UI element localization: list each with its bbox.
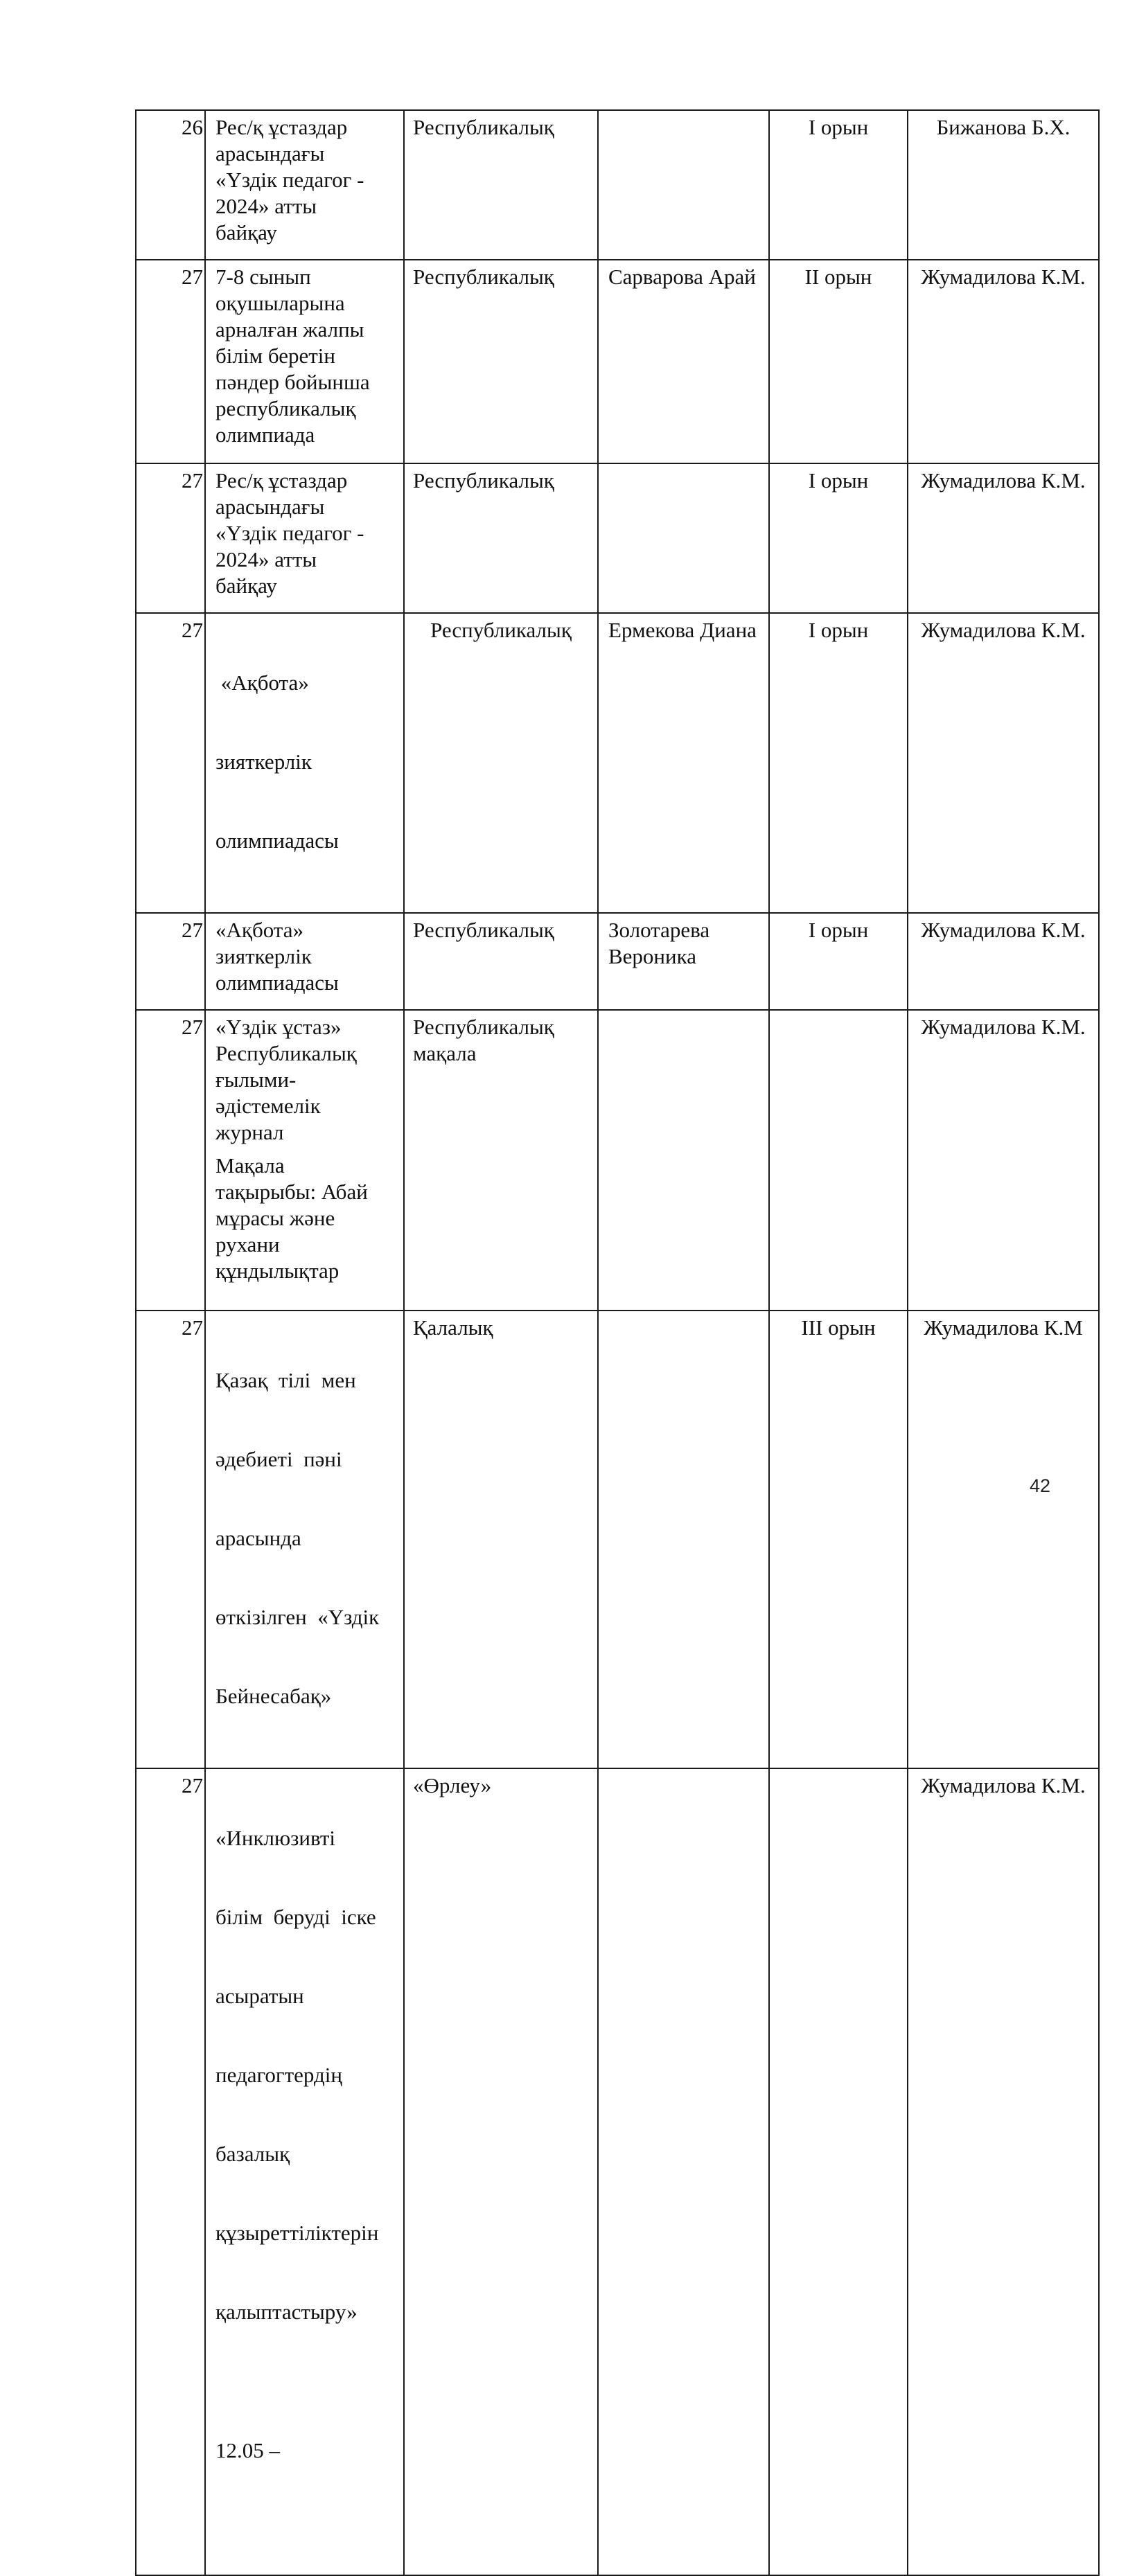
- event-line: Мақала: [215, 1153, 285, 1178]
- place-cell: ІІ орын: [769, 260, 908, 463]
- event-line: арасындағы: [215, 495, 325, 519]
- teacher-cell: Жумадилова К.М.: [908, 1768, 1099, 2575]
- event-line: өткізілген «Үздік: [215, 1605, 380, 1629]
- place-cell: І орын: [769, 463, 908, 613]
- row-number: 27: [136, 1311, 205, 1768]
- level-cell: Республикалық мақала: [404, 1010, 598, 1311]
- table-row: [136, 1768, 1099, 2575]
- student-cell: [598, 110, 769, 260]
- table-row: [136, 463, 1099, 613]
- event-line: асыратын: [215, 1984, 304, 2008]
- event-cell: [205, 463, 404, 613]
- event-line: білім беретін: [215, 344, 335, 368]
- teacher-cell: Жумадилова К.М: [908, 1311, 1099, 1768]
- table-row: [136, 260, 1099, 463]
- level-cell: Қалалық: [404, 1311, 598, 1768]
- event-line: зияткерлік: [215, 944, 312, 968]
- level-cell: Республикалық: [404, 463, 598, 613]
- event-line: білім беруді іске: [215, 1905, 376, 1929]
- event-line: құндылықтар: [215, 1259, 340, 1283]
- row-number: 27: [136, 463, 205, 613]
- student-cell: [598, 1768, 769, 2575]
- level-cell: Республикалық: [404, 913, 598, 1010]
- student-cell: Золотарева Вероника: [598, 913, 769, 1010]
- table-row: [136, 613, 1099, 913]
- teacher-cell: Жумадилова К.М.: [908, 613, 1099, 913]
- event-line: байқау: [215, 220, 277, 245]
- teacher-cell: Жумадилова К.М.: [908, 260, 1099, 463]
- student-cell: [598, 463, 769, 613]
- event-line: рухани: [215, 1232, 280, 1256]
- event-line: Рес/қ ұстаздар: [215, 115, 348, 139]
- event-line: журнал: [215, 1120, 284, 1144]
- table-row: [136, 1010, 1099, 1311]
- level-cell: Республикалық: [404, 110, 598, 260]
- event-line: әдістемелік: [215, 1094, 321, 1118]
- event-line: арасындағы: [215, 141, 325, 166]
- place-cell: [769, 1010, 908, 1311]
- event-line: «Үздік педагог -: [215, 168, 364, 192]
- teacher-cell: Жумадилова К.М.: [908, 913, 1099, 1010]
- table-row: [136, 1311, 1099, 1768]
- event-line: зияткерлік: [215, 749, 312, 774]
- level-cell: Республикалық: [404, 613, 598, 913]
- row-number: 27: [136, 613, 205, 913]
- event-line: байқау: [215, 574, 277, 598]
- event-line: 7-8 сынып: [215, 265, 311, 289]
- event-line: олимпиадасы: [215, 828, 339, 853]
- student-cell: [598, 1010, 769, 1311]
- event-line: Рес/қ ұстаздар: [215, 468, 348, 492]
- student-cell: Сарварова Арай: [598, 260, 769, 463]
- place-cell: [769, 1768, 908, 2575]
- event-subparagraph: [215, 2385, 395, 2516]
- event-line: пәндер бойынша: [215, 370, 370, 394]
- event-line: «Ақбота»: [215, 918, 303, 942]
- student-cell: Ермекова Диана: [598, 613, 769, 913]
- event-cell: [205, 1768, 404, 2575]
- level-cell: Республикалық: [404, 260, 598, 463]
- event-line: арналған жалпы: [215, 317, 364, 341]
- event-line: ғылыми-: [215, 1067, 297, 1092]
- event-cell: [205, 913, 404, 1010]
- event-line: Қазақ тілі мен: [215, 1368, 356, 1392]
- event-cell: [205, 1010, 404, 1311]
- row-number: 27: [136, 913, 205, 1010]
- table-row: [136, 913, 1099, 1010]
- table-row: [136, 110, 1099, 260]
- place-cell: І орын: [769, 913, 908, 1010]
- event-line: 12.05 –: [215, 2438, 280, 2462]
- event-line: олимпиадасы: [215, 970, 339, 995]
- event-line: олимпиада: [215, 423, 315, 447]
- event-line: Бейнесабақ»: [215, 1684, 332, 1708]
- event-cell: [205, 110, 404, 260]
- event-line: әдебиеті пәні: [215, 1447, 342, 1471]
- page-number: 42: [1030, 1475, 1051, 1496]
- event-cell: [205, 260, 404, 463]
- row-number: 26: [136, 110, 205, 260]
- event-line: базалық: [215, 2142, 290, 2166]
- teacher-cell: Жумадилова К.М.: [908, 1010, 1099, 1311]
- event-line: республикалық: [215, 396, 356, 420]
- event-line: «Үздік ұстаз»: [215, 1015, 342, 1039]
- row-number: 27: [136, 1768, 205, 2575]
- student-cell: [598, 1311, 769, 1768]
- event-cell: [205, 613, 404, 913]
- event-line: «Үздік педагог -: [215, 521, 364, 545]
- teacher-cell: Жумадилова К.М.: [908, 463, 1099, 613]
- event-line: мұрасы және: [215, 1206, 335, 1230]
- level-cell: «Өрлеу»: [404, 1768, 598, 2575]
- event-line: оқушыларына: [215, 291, 345, 315]
- event-subparagraph: [215, 1153, 395, 1284]
- event-line: 2024» атты: [215, 547, 317, 571]
- place-cell: І орын: [769, 613, 908, 913]
- event-line: «Инклюзивті: [215, 1826, 336, 1850]
- event-line: педагогтердің: [215, 2063, 343, 2087]
- event-line: Республикалық: [215, 1041, 357, 1065]
- event-line: қалыптастыру»: [215, 2300, 358, 2324]
- place-cell: ІІІ орын: [769, 1311, 908, 1768]
- row-number: 27: [136, 260, 205, 463]
- event-cell: [205, 1311, 404, 1768]
- awards-table: [135, 109, 1100, 2576]
- event-line: арасында: [215, 1526, 301, 1550]
- event-line: тақырыбы: Абай: [215, 1180, 368, 1204]
- event-line: құзыреттіліктерін: [215, 2221, 379, 2245]
- event-line: 2024» атты: [215, 194, 317, 218]
- teacher-cell: Бижанова Б.Х.: [908, 110, 1099, 260]
- row-number: 27: [136, 1010, 205, 1311]
- event-line: «Ақбота»: [215, 670, 309, 695]
- place-cell: І орын: [769, 110, 908, 260]
